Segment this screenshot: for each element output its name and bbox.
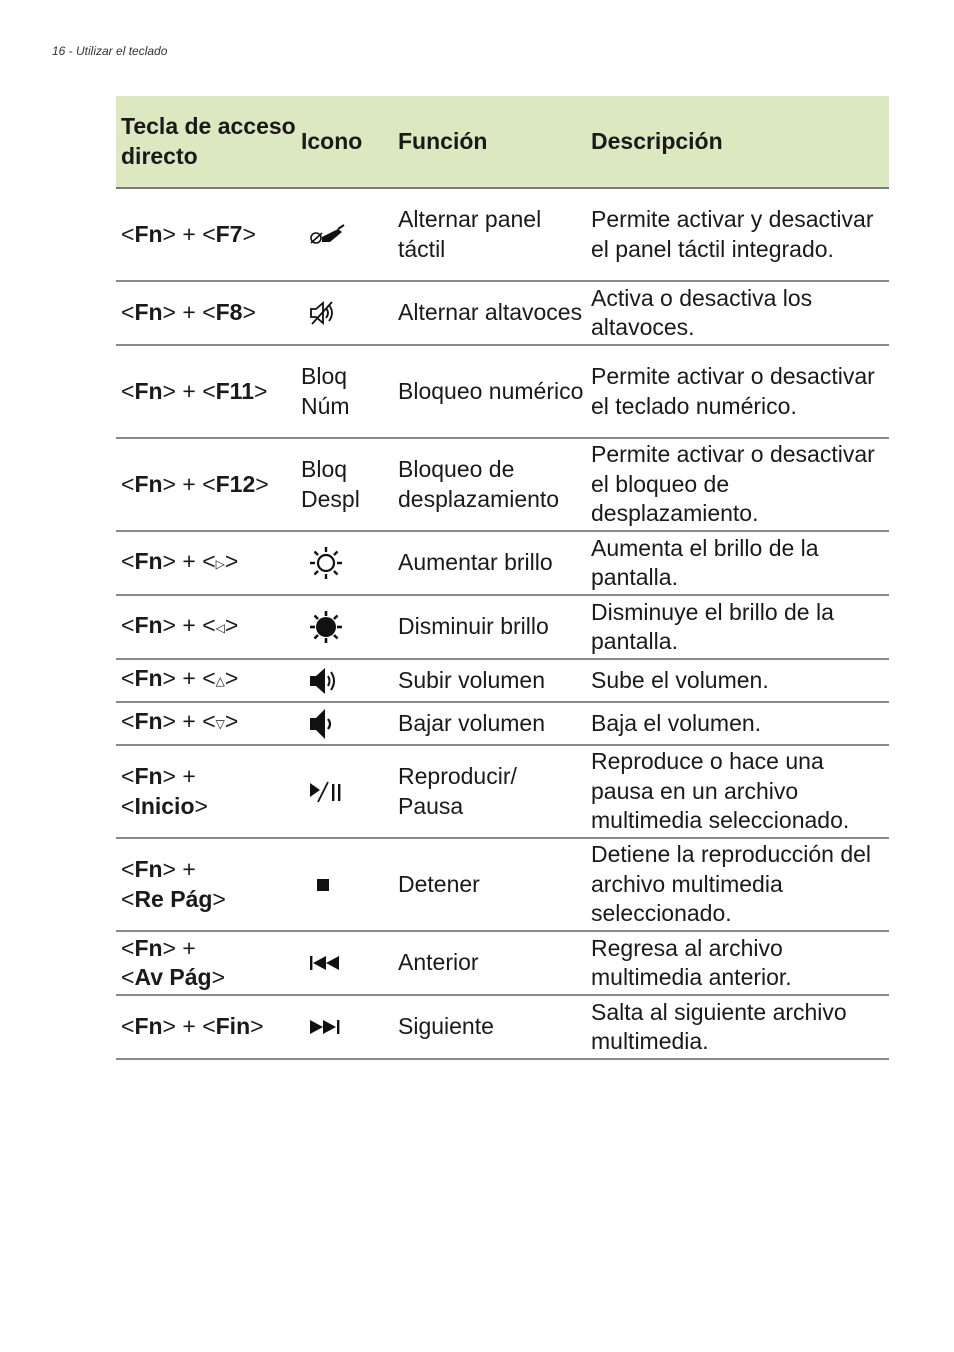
icon-cell — [296, 545, 393, 581]
hotkey-cell: <Fn> + <△> — [121, 665, 239, 692]
hotkey-cell: <Fn> + <Re Pág> — [121, 856, 226, 912]
icon-cell — [296, 609, 393, 645]
table-row — [116, 596, 889, 660]
icon-cell — [296, 707, 393, 741]
table-row — [116, 703, 889, 746]
function-cell: Alternar panel táctil — [398, 206, 542, 262]
function-cell: Aumentar brillo — [398, 549, 553, 576]
hotkey-cell: <Fn> + <▽> — [121, 708, 239, 735]
description-cell: Salta al siguiente archivo multimedia. — [591, 998, 847, 1054]
description-cell: Permite activar o desactivar el bloqueo de desplazamiento. — [591, 441, 875, 527]
volume-up-icon — [308, 666, 340, 696]
function-cell: Alternar altavoces — [398, 299, 583, 326]
icon-cell — [296, 223, 393, 247]
hotkey-cell: <Fn> + <Inicio> — [121, 763, 208, 819]
description-cell: Detiene la reproducción del archivo multimedia seleccionado. — [591, 841, 872, 927]
table-row — [116, 996, 889, 1060]
hotkey-table — [116, 96, 889, 1060]
brightness-up-icon — [308, 545, 344, 581]
function-cell: Bloqueo de desplazamiento — [398, 456, 560, 512]
table-header-row — [116, 96, 889, 189]
hotkey-cell: <Fn> + <F8> — [121, 299, 256, 326]
header-icon: Icono — [301, 127, 363, 154]
running-head: 16 - Utilizar el teclado — [52, 44, 168, 58]
table-row — [116, 839, 889, 932]
description-cell: Permite activar y desactivar el panel táctil integrado. — [591, 206, 874, 262]
speaker-mute-icon — [308, 300, 338, 326]
table-row — [116, 439, 889, 532]
right-arrow-key: ▷ — [215, 556, 225, 571]
function-cell: Subir volumen — [398, 666, 546, 693]
icon-cell — [296, 666, 393, 696]
down-arrow-key: ▽ — [215, 717, 225, 732]
function-cell: Anterior — [398, 949, 479, 976]
hotkey-cell: <Fn> + <F12> — [121, 470, 269, 497]
play-pause-icon — [308, 780, 344, 804]
function-cell: Bloqueo numérico — [398, 377, 584, 404]
description-cell: Reproduce o hace una pausa en un archivo multimedia seleccionado. — [591, 748, 850, 834]
icon-cell — [296, 780, 393, 804]
function-cell: Disminuir brillo — [398, 613, 549, 640]
header-hotkey: Tecla de acceso directo — [121, 113, 296, 169]
table-row — [116, 746, 889, 839]
next-track-icon — [308, 1017, 346, 1037]
previous-track-icon — [308, 953, 346, 973]
icon-cell — [296, 300, 393, 326]
hotkey-cell: <Fn> + <F11> — [121, 377, 268, 404]
description-cell: Disminuye el brillo de la pantalla. — [591, 598, 834, 654]
description-cell: Sube el volumen. — [591, 666, 769, 693]
left-arrow-key: ◁ — [215, 620, 225, 635]
table-row — [116, 282, 889, 346]
hotkey-cell: <Fn> + <▷> — [121, 547, 239, 574]
brightness-down-icon — [308, 609, 344, 645]
table-row — [116, 660, 889, 703]
icon-text-cell: Bloq Núm — [301, 363, 350, 419]
hotkey-cell: <Fn> + <◁> — [121, 611, 239, 638]
table-row — [116, 932, 889, 996]
icon-cell — [296, 953, 393, 973]
hotkey-cell: <Fn> + <F7> — [121, 220, 256, 247]
function-cell: Siguiente — [398, 1013, 494, 1040]
header-description: Descripción — [591, 127, 723, 154]
description-cell: Regresa al archivo multimedia anterior. — [591, 934, 792, 990]
description-cell: Baja el volumen. — [591, 709, 762, 736]
hotkey-cell: <Fn> + <Av Pág> — [121, 934, 225, 990]
description-cell: Activa o desactiva los altavoces. — [591, 284, 813, 340]
touchpad-toggle-icon — [308, 223, 346, 247]
function-cell: Reproducir/ Pausa — [398, 763, 517, 819]
description-cell: Aumenta el brillo de la pantalla. — [591, 534, 819, 590]
hotkey-cell: <Fn> + <Fin> — [121, 1013, 264, 1040]
icon-text-cell: Bloq Despl — [301, 456, 360, 512]
description-cell: Permite activar o desactivar el teclado numérico. — [591, 363, 875, 419]
table-row — [116, 532, 889, 596]
header-function: Función — [398, 127, 488, 154]
table-row — [116, 346, 889, 439]
volume-down-icon — [308, 707, 340, 741]
function-cell: Detener — [398, 870, 480, 897]
icon-cell — [296, 1017, 393, 1037]
stop-icon — [308, 875, 338, 895]
table-row — [116, 189, 889, 282]
up-arrow-key: △ — [215, 674, 225, 689]
function-cell: Bajar volumen — [398, 709, 546, 736]
icon-cell — [296, 875, 393, 895]
